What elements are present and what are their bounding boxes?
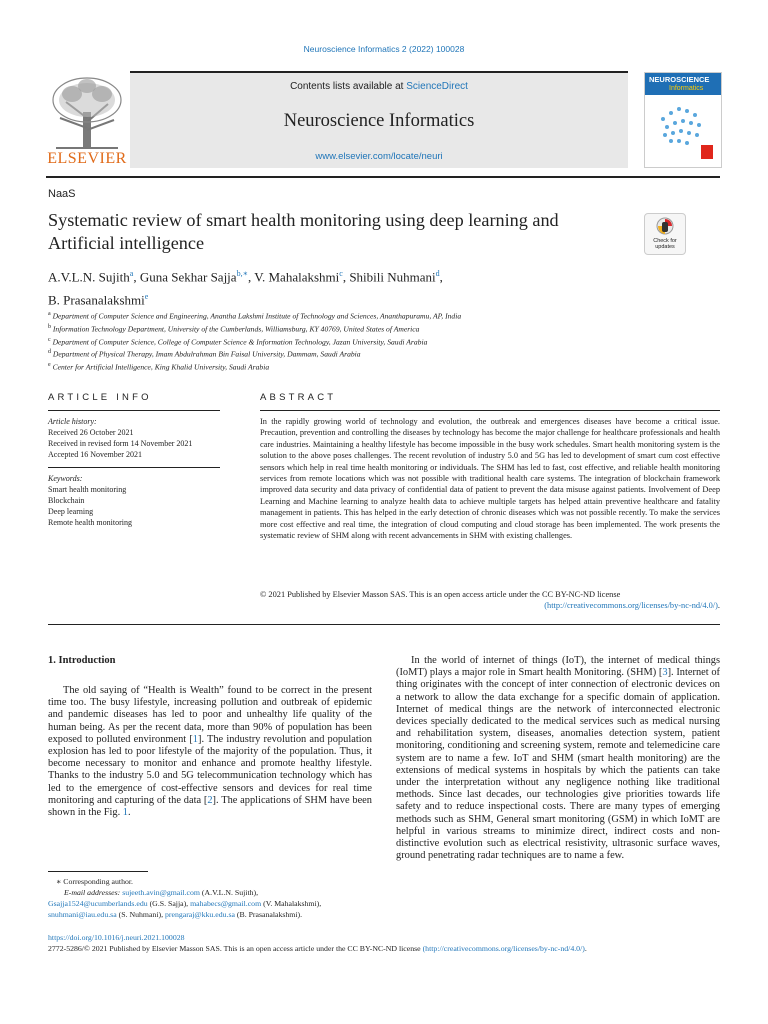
doi-link[interactable]: https://doi.org/10.1016/j.neuri.2021.100028 [48,933,185,942]
keywords-list [48,473,223,528]
author-affiliation-link[interactable]: d [435,269,440,278]
tree-logo-icon [46,72,128,152]
footnote-rule [48,871,148,872]
affiliation-marker: d [48,349,51,356]
affiliation-text: Information Technology Department, University of the Cumberlands, Williamsburg, KY 40769, United States of America [52,324,420,334]
crossmark-icon [656,217,674,237]
intro-text: . [127,807,131,819]
email-label: E-mail addresses: [64,888,121,897]
article-info-rule [48,410,220,411]
footnote-mark: ∗ [56,877,62,886]
author-affiliation-link[interactable]: c [339,269,343,278]
affiliation-item [48,322,728,335]
cover-title-1: NEUROSCIENCE [649,75,710,84]
crossmark-text-1: Check for [653,238,677,244]
journal-reference[interactable]: Neuroscience Informatics 2 (2022) 100028 [303,44,465,54]
license-end: . [717,601,720,611]
author-affiliation-link[interactable]: a [129,269,134,278]
brain-graphic-icon [651,99,715,161]
email-link[interactable]: Gsajja1524@ucumberlands.edu [48,899,148,908]
issn-line [48,944,738,953]
author-separator: , [248,269,255,285]
affiliation-marker: e [48,362,51,369]
cover-title-2: Informatics [669,85,704,92]
email-owner: (A.V.L.N. Sujith), [199,888,259,897]
email-owner: (S. Nuhmani), [116,910,165,919]
citation-link[interactable]: 2 [207,794,213,806]
keyword-item: Smart health monitoring [48,485,127,494]
citation-link[interactable]: 3 [662,667,668,679]
affiliation-item [48,347,728,360]
abstract-text: In the rapidly growing world of technology and evolution, the outbreak and emergences diseases have become a critical issue. Precaution, prevention and controlling the diseases by technology has become the major challenge for healthcare professionals and health care industries. Maintaining a healthy lifestyle has become impossible in the busy work schedules. Smart health monitoring system is the solution to the above poses challenges. The recent revolution of industry 5.0 and 5G has led to development of smart cum cost effective sensors which help in real time health monitoring or individuals. The SHM has led to fast, cost effective, and reliable health monitoring services from remote locations which was not possible with traditional health care systems. The integration of blockchain framework improved data security and data privacy of confidential data of patient to prevent the data misuse against patients. Involvement of Deep Learning and Machine learning to analyze health data to achieve multiple targets has helped attain preventive healthcare and fatality management in patients. This has helped in the early detection of chronic diseases which was not possible recently. To make the services more cost effective and real time, the integration of cloud computing and cloud storage has been implemented. The work presents the systematic review of SHM along with recent advancements in SHM with existing challenges. [260,417,720,541]
affiliation-marker: b [48,323,51,330]
article-history [48,416,223,460]
author-affiliation-link[interactable]: e [144,292,149,302]
journal-url-link[interactable]: www.elsevier.com/locate/neuri [315,151,443,162]
email-owner: (G.S. Sajja), [147,899,191,908]
affiliation-marker: a [48,311,51,317]
license-link[interactable]: (http://creativecommons.org/licenses/by-nc-nd/4.0/) [544,601,718,611]
author-separator: , [439,269,443,285]
issn-license-link[interactable]: (http://creativecommons.org/licenses/by-nc-nd/4.0/) [422,944,585,953]
journal-header-box [130,73,628,168]
abstract-rule [260,410,720,411]
figure-link[interactable]: 1 [122,807,128,819]
article-info-heading: ARTICLE INFO [48,392,152,403]
author-affiliation-link[interactable]: b,∗ [236,269,249,278]
abstract-bottom-rule [48,624,720,625]
history-item: Accepted 16 November 2021 [48,450,142,459]
author-separator: , [133,269,140,285]
section-tag: NaaS [48,188,76,200]
intro-paragraph-1 [48,685,372,819]
article-title-line-1: Systematic review of smart health monitoring using deep learning and [48,210,559,230]
crossmark-text-2: updates [655,244,675,250]
affiliation-text: Department of Computer Science, College of Computer Science & Information Technology, Jazan University, Saudi Arabia [52,337,428,347]
intro-heading: 1. Introduction [48,655,116,666]
intro-text: ]. The applications of SHM have been shown in the Fig. [48,794,372,819]
email-link[interactable]: sujeeth.avin@gmail.com [122,888,200,897]
author-name: V. Mahalakshmi [254,269,340,285]
citation-link[interactable]: 1 [192,733,198,745]
abstract-heading: ABSTRACT [260,392,337,403]
header-rule-bottom [46,176,720,178]
affiliation-item [48,309,728,322]
corresponding-label: Corresponding author. [63,877,133,886]
elsevier-logo[interactable] [46,72,128,167]
intro-paragraph-2 [396,655,720,862]
article-title-line-2: Artificial intelligence [48,233,205,253]
author-list [48,264,648,311]
publisher-name: ELSEVIER [47,150,127,167]
issn-text: 2772-5286/© 2021 Published by Elsevier Masson SAS. This is an open access article under the CC BY-NC-ND license [48,944,423,953]
footnote [48,876,378,920]
affiliation-text: Department of Computer Science and Engineering, Anantha Lakshmi Institute of Technology and Sciences, Ananthapuramu, AP, India [52,311,462,321]
intro-text: ]. Internet of thing originates with the concept of inter connection of electronic devices on a network to allow the data exchange for a specific domain of application. Internet of medical things are the network of interconnected electronic devices specially dedicated to the medical services such as medical nursing and rehabilitation system, diseases, anomalies detection system, patient monitoring, conditioning and screening system, remote and telemedicine care system are to name a few. IoT and SHM (smart health monitoring) are the extensions of medical systems in hospitals by which the patients can take under the interpretation without any negligence nothing like traditional methods. Since last decades, our technologies give priorities towards life safety and to reduce inspectional costs. There are many types of emerging methods such as SHM, General smart monitoring (GSM) in which IoMT are helpful in various streams to minimize direct, indirect costs and non-distinctive evolution such as electrical resistivity, ultrasonic surface waves, ground penetrating radar techniques are to name a few. [396,667,721,862]
history-item: Received in revised form 14 November 2021 [48,439,193,448]
sciencedirect-link[interactable]: ScienceDirect [406,81,468,92]
author-name: Guna Sekhar Sajja [139,269,237,285]
author-name: B. Prasanalakshmi [48,292,145,308]
email-link[interactable]: prengaraj@kku.edu.sa [164,910,235,919]
history-item: Received 26 October 2021 [48,428,134,437]
keyword-item: Deep learning [48,507,94,516]
affiliation-item [48,360,728,373]
copyright-text: © 2021 Published by Elsevier Masson SAS. This is an open access article under the CC BY-NC-ND license [260,590,621,599]
email-link[interactable]: mahabecs@gmail.com [190,899,262,908]
cover-banner [645,73,721,95]
issn-end: . [584,944,587,953]
affiliation-text: Department of Physical Therapy, Imam Abdulrahman Bin Faisal University, Dammam, Saudi Arabia [52,350,361,360]
affiliation-text: Center for Artificial Intelligence, King Khalid University, Saudi Arabia [52,362,270,372]
intro-text: In the world of internet of things (IoT), the internet of medical things (IoMT) plays a major role in Smart health Monitoring. (SHM) [ [396,655,720,679]
email-owner: (V. Mahalakshmi), [261,899,322,908]
journal-title: Neuroscience Informatics [283,111,475,131]
keywords-label: Keywords: [48,474,83,483]
intro-text: ]. The industry revolution and population explosion has led to poor lifestyle of the majority of the population. Thus, it become necessary to monitor and enhance and promote healthy lifestyle. Thanks to the industry 5.0 and 5G telecommunication technology which has led to the emergence of cost-effective sensors and devices for real time monitoring and capturing of the data [ [48,733,372,806]
history-label: Article history: [48,417,97,426]
email-link[interactable]: snuhmani@iau.edu.sa [48,910,117,919]
affiliation-item [48,335,728,348]
email-owner: (B. Prasanalakshmi). [234,910,303,919]
crossmark-label [645,238,685,250]
article-title [48,209,638,255]
intro-text: The old saying of “Health is Wealth” found to be correct in the present time too. The busy lifestyle, increasing pollution and outbreak of epidemic and pandemic diseases has led to poor and unhealthy life quality of the human being. As per the recent data, more than 90% of population has been exposed to polluted environment [ [48,685,372,745]
affiliation-list [48,309,728,373]
affiliation-marker: c [48,336,51,343]
journal-cover-image[interactable] [644,72,722,168]
keywords-rule [48,467,220,468]
keyword-item: Blockchain [48,496,85,505]
author-separator: , [342,269,350,285]
contents-prefix: Contents lists available at [290,81,407,92]
contents-line [130,81,628,92]
abstract-copyright [260,589,720,612]
check-for-updates-button[interactable] [644,213,686,255]
author-name: A.V.L.N. Sujith [48,269,130,285]
keyword-item: Remote health monitoring [48,518,132,527]
author-name: Shibili Nuhmani [349,269,436,285]
